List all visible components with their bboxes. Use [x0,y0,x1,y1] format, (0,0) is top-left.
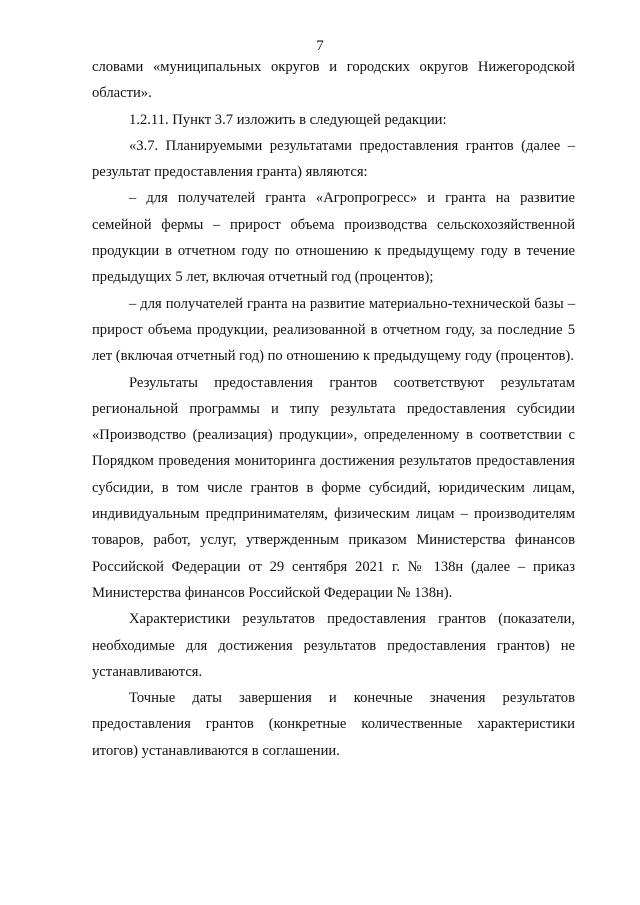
paragraph-bullet-material-base: – для получателей гранта на развитие материально-технической базы – прирост объема продукции, реализованной в отчетном году, за последние 5 лет (включая отчетный год) по отношению к предыдущему году (процентов). [92,295,575,365]
paragraph-item-1-2-11: 1.2.11. Пункт 3.7 изложить в следующей редакции: [129,111,447,128]
document-body [92,54,575,764]
paragraph-characteristics: Характеристики результатов предоставления грантов (показатели, необходимые для достижения результатов предоставления грантов) не устанавливаются. [92,611,575,680]
paragraph-dates-values: Точные даты завершения и конечные значения результатов предоставления грантов (конкретные количественные характеристики итогов) устанавливаются в соглашении. [92,690,575,759]
paragraph-results-correspondence: Результаты предоставления грантов соответствуют результатам региональной программы и типу результата предоставления субсидии «Производство (реализация) продукции», определенному в соответствии с Порядком проведения мониторинга достижения результатов предоставления субсидии, в том числе грантов в форме субсидий, юридическим лицам, индивидуальным предпринимателям, физическим лицам – производителям товаров, работ, услуг, утвержденным приказом Министерства финансов Российской Федерации от 29 сентября 2021 г. № 138н (далее – приказ Министерства финансов Российской Федерации № 138н). [92,374,575,601]
paragraph-clause-3-7: «3.7. Планируемыми результатами предоставления грантов (далее – результат предоставления гранта) являются: [92,137,575,181]
page-number: 7 [316,38,324,54]
paragraph-bullet-agroprogress: – для получателей гранта «Агропрогресс» и гранта на развитие семейной фермы – прирост объема производства сельскохозяйственной продукции в отчетном году по отношению к предыдущему году в течение предыдущих 5 лет, включая отчетный год (процентов); [92,190,575,286]
paragraph-continuation: словами «муниципальных округов и городских округов Нижегородской области». [92,59,575,102]
